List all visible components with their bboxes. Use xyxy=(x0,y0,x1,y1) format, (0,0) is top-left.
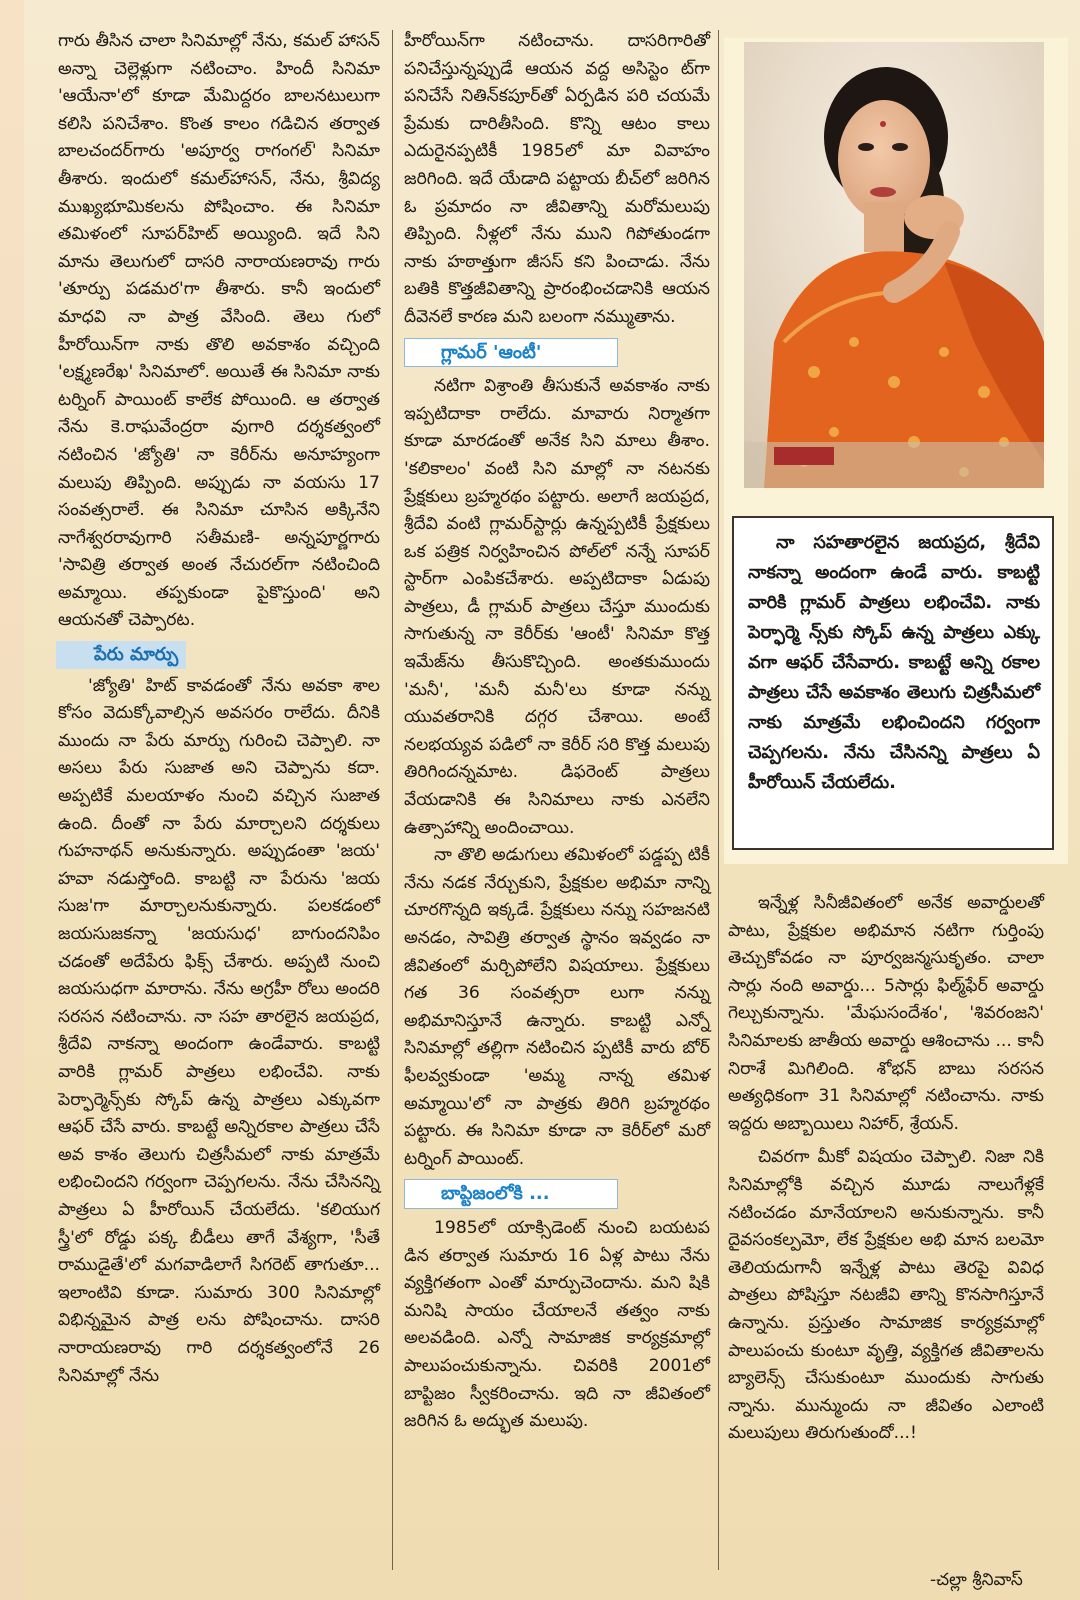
portrait-illustration xyxy=(744,42,1044,488)
column-rule-1 xyxy=(392,30,393,1570)
column-2 xyxy=(404,28,710,1576)
portrait-photo xyxy=(744,42,1044,488)
col2-paragraph-4: 1985లో యాక్సిడెంట్ నుంచి బయటప డిన తర్వాత సుమారు 16 ఏళ్ల పాటు నేను వ్యక్తిగతంగా ఎంతో మార్పుచెందాను. మని షికి మనిషి సాయం చేయాలనే తత్వం నాకు అలవడింది. ఎన్నో సామాజిక కార్యక్రమాల్లో పాలుపంచుకున్నాను. చివరికి 2001లో బాప్టిజం స్వీకరించాను. ఇది నా జీవితంలో జరిగిన ఓ అద్భుత మలుపు. xyxy=(404,1217,710,1432)
col3-paragraph-2: చివరగా మీకో విషయం చెప్పాలి. నిజా నికి సినిమాల్లోకి వచ్చిన మూడు నాలుగేళ్లకే నటించడం మానేయాలని అనుకున్నాను. కానీ దైవసంకల్పమో, లేక ప్రేక్షకుల అభి మాన బలమో తెలియదుగానీ ఇన్నేళ్ల పాటు తెరపై వివిధ పాత్రలు పోషిస్తూ నటజీవి తాన్ని కొనసాగిస్తూనే ఉన్నాను. ప్రస్తుతం సామాజిక కార్యక్రమాల్లో పాలుపంచు కుంటూ వృత్తి, వ్యక్తిగత జీవితాలను బ్యాలెన్స్ చేసుకుంటూ ముందుకు సాగుతు న్నాను. మున్ముందు నా జీవితం ఎలాంటి మలుపులు తిరుగుతుందో...! xyxy=(728,1147,1044,1444)
col1-paragraph-2: 'జ్యోతి' హిట్ కావడంతో నేను అవకా శాల కోసం వెదుక్కోవాల్సిన అవసరం రాలేదు. దీనికి ముందు నా పేరు మార్పు గురించి చెప్పాలి. నా అసలు పేరు సుజాత అని చెప్పాను కదా. అప్పటికే మలయాళం నుంచి వచ్చిన సుజాత ఉంది. దీంతో నా పేరు మార్చాలని దర్శకులు గుహనాథన్ అనుకున్నారు. అప్పుడంతా 'జయ' హవా నడుస్తోంది. కాబట్టి నా పేరును 'జయ సుజ'గా మార్చాలనుకున్నారు. పలకడంలో జయసుజకన్నా 'జయసుధ' బాగుందనిపిం చడంతో అదేపేరు ఫిక్స్ చేశారు. అప్పటి నుంచి జయసుధగా మారాను. నేను అగ్రహీ రోలు అందరి సరసన నటించాను. నా సహ తారలైన జయప్రద, శ్రీదేవి నాకన్నా అందంగా ఉండేవారు. కాబట్టి వారికి గ్లామర్ పాత్రలు లభించేవి. నాకు పెర్ఫార్మెన్స్‌కు స్కోప్ ఉన్న పాత్రలు ఎక్కువగా ఆఫర్ చేసే వారు. కాబట్టే అన్నిరకాల పాత్రలు చేసే అవ కాశం తెలుగు చిత్రసీమలో నాకు మాత్రమే లభించిందని గర్వంగా చెప్పగలను. నేను చేసినన్ని పాత్రలు ఏ హీరోయిన్ చేయలేదు. 'కలియుగ స్త్రీ'లో రోడ్డు పక్క బీడీలు తాగే వేశ్యగా, 'సీతే రాముడైతే'లో మగవాడిలాగే సిగరెట్ తాగుతూ... ఇలాంటివి కూడా. సుమారు 300 సినిమాల్లో విభిన్నమైన పాత్ర లను పోషించాను. దాసరి నారాయణరావు గారి దర్శకత్వంలోనే 26 సినిమాల్లో నేను xyxy=(58,675,380,1386)
column-1 xyxy=(58,28,380,1576)
pull-quote-frame xyxy=(724,508,1068,864)
column-3 xyxy=(728,890,1044,1576)
page-edge xyxy=(0,0,24,1600)
photo-frame xyxy=(724,38,1068,508)
col1-paragraph-1: గారు తీసిన చాలా సినిమాల్లో నేను, కమల్ హాసన్ అన్నా చెల్లెళ్లుగా నటించాం. హిందీ సినిమా 'ఆయేనా'లో కూడా మేమిద్దరం బాలనటులుగా కలిసి పనిచేశాం. కొంత కాలం గడిచిన తర్వాత బాలచందర్‌గారు 'అపూర్వ రాగంగల్' సినిమా తీశారు. ఇందులో కమల్‌హాసన్, నేను, శ్రీవిద్య ముఖ్యభూమికలను పోషించాం. ఈ సినిమా తమిళంలో సూపర్‌హిట్ అయ్యింది. ఇదే సిని మాను తెలుగులో దాసరి నారాయణరావు గారు 'తూర్పు పడమర'గా తీశారు. కానీ ఇందులో మాధవి నా పాత్ర వేసింది. తెలు గులో హీరోయిన్‌గా నాకు తొలి అవకాశం వచ్చింది 'లక్ష్మణరేఖ' సినిమాలో. అయితే ఈ సినిమా నాకు టర్నింగ్ పాయింట్ కాలేక పోయింది. ఆ తర్వాత నేను కె.రాఘవేంద్రరా వుగారి దర్శకత్వంలో నటించిన 'జ్యోతి' నా కెరీర్‌ను అనూహ్యంగా మలుపు తిప్పింది. అప్పుడు నా వయసు 17 సంవత్సరాలే. ఈ సినిమా చూసిన అక్కినేని నాగేశ్వరరావుగారి సతీమణి- అన్నపూర్ణగారు 'సావిత్రి తర్వాత అంత నేచురల్‌గా నటించింది అమ్మాయి. తప్పకుండా పైకొస్తుంది' అని ఆయనతో చెప్పారట. xyxy=(58,31,380,631)
col2-paragraph-2: నటిగా విశ్రాంతి తీసుకునే అవకాశం నాకు ఇప్పటిదాకా రాలేదు. మావారు నిర్మాతగా కూడా మారడంతో అనేక సిని మాలు తీశాం. 'కలికాలం' వంటి సిని మాల్లో నా నటనకు ప్రేక్షకులు బ్రహ్మరథం పట్టారు. అలాగే జయప్రద, శ్రీదేవి వంటి గ్లామర్‌స్టార్లు ఉన్నప్పటికీ ప్రేక్షకులు ఒక పత్రిక నిర్వహించిన పోల్‌లో నన్నే సూపర్ స్టార్‌గా ఎంపికచేశారు. అప్పటిదాకా ఏడుపు పాత్రలు, డీ గ్లామర్ పాత్రలు చేస్తూ ముందుకు సాగుతున్న నా కెరీర్‌కు 'ఆంటీ' సినిమా కొత్త ఇమేజ్‌ను తీసుకొచ్చింది. అంతకుముందు 'మనీ', 'మనీ మనీ'లు కూడా నన్ను యువతరానికి దగ్గర చేశాయి. అంటే నలభయ్యవ పడిలో నా కెరీర్ సరి కొత్త మలుపు తిరిగిందన్నమాట. డిఫరెంట్ పాత్రలు వేయడానికి ఈ సినిమాలు నాకు ఎనలేని ఉత్సాహాన్ని అందించాయి. xyxy=(404,376,710,838)
col3-paragraph-1: ఇన్నేళ్ల సినీజీవితంలో అనేక అవార్డులతో పాటు, ప్రేక్షకుల అభిమాన నటిగా గుర్తింపు తెచ్చుకోవడం నా పూర్వజన్మసుకృతం. చాలా సార్లు నంది అవార్డు... 5సార్లు ఫిల్మ్‌ఫేర్ అవార్డు గెల్చుకున్నాను. 'మేఘసందేశం', 'శివరంజని' సినిమాలకు జాతీయ అవార్డు ఆశించాను ... కానీ నిరాశే మిగిలింది. శోభన్ బాబు సరసన అత్యధికంగా 31 సినిమాల్లో నటించాను. నాకు ఇద్దరు అబ్బాయిలు నిహార్, శ్రేయన్. xyxy=(728,893,1044,1134)
column-rule-2 xyxy=(718,30,719,1570)
pull-quote-text: నా సహతారలైన జయప్రద, శ్రీదేవి నాకన్నా అందంగా ఉండే వారు. కాబట్టి వారికి గ్లామర్ పాత్రలు లభించేవి. నాకు పెర్ఫార్మె న్స్‌కు స్కోప్ ఉన్న పాత్రలు ఎక్కు వగా ఆఫర్ చేసేవారు. కాబట్టే అన్ని రకాల పాత్రలు చేసే అవకాశం తెలుగు చిత్రసీమలో నాకు మాత్రమే లభించిందని గర్వంగా చెప్పగలను. నేను చేసినన్ని పాత్రలు ఏ హీరోయిన్ చేయలేదు. xyxy=(748,532,1040,793)
byline: -చల్లా శ్రీనివాస్ xyxy=(930,1570,1023,1590)
col2-subheading-baptism: బాప్టిజంలోకి ... xyxy=(404,1179,618,1209)
col2-subheading-glamour: గ్లామర్ 'ఆంటీ' xyxy=(404,338,618,368)
col2-paragraph-3: నా తొలి అడుగులు తమిళంలో పడ్డప్ప టికీ నేను నడక నేర్చుకుని, ప్రేక్షకుల అభిమా నాన్ని చూరగొన్నది ఇక్కడే. ప్రేక్షకులు నన్ను సహజనటి అనడం, సావిత్రి తర్వాత స్థానం ఇవ్వడం నా జీవితంలో మర్చిపోలేని విషయాలు. ప్రేక్షకులు గత 36 సంవత్సరా లుగా నన్ను అభిమానిస్తూనే ఉన్నారు. కాబట్టి ఎన్నో సినిమాల్లో తల్లిగా నటించిన ప్పటికీ వారు బోర్ ఫీలవ్వకుండా 'అమ్మ నాన్న తమిళ అమ్మాయి'లో నా పాత్రకు తిరిగి బ్రహ్మరథం పట్టారు. ఈ సినిమా కూడా నా కెరీర్‌లో మరో టర్నింగ్ పాయింట్. xyxy=(404,845,710,1169)
col2-paragraph-1: హీరోయిన్‌గా నటించాను. దాసరిగారితో పనిచేస్తున్నప్పుడే ఆయన వద్ద అసిస్టెం ట్‌గా పనిచేసే నితిన్‌కపూర్‌తో ఏర్పడిన పరి చయమే ప్రేమకు దారితీసింది. కొన్ని ఆటం కాలు ఎదురైనప్పటికీ 1985లో మా వివాహం జరిగింది. ఇదే యేడాది పట్టాయ బీచ్‌లో జరిగిన ఓ ప్రమాదం నా జీవితాన్ని మరోమలుపు తిప్పింది. నీళ్లలో నేను ముని గిపోతుండగా నాకు హఠాత్తుగా జీసస్ కని పించాడు. నేను బతికి కొత్తజీవితాన్ని ప్రారంభించడానికి ఆయన దీవెనలే కారణ మని బలంగా నమ్ముతాను. xyxy=(404,31,710,327)
col1-subheading: పేరు మార్పు xyxy=(56,641,186,669)
pull-quote xyxy=(732,516,1054,850)
